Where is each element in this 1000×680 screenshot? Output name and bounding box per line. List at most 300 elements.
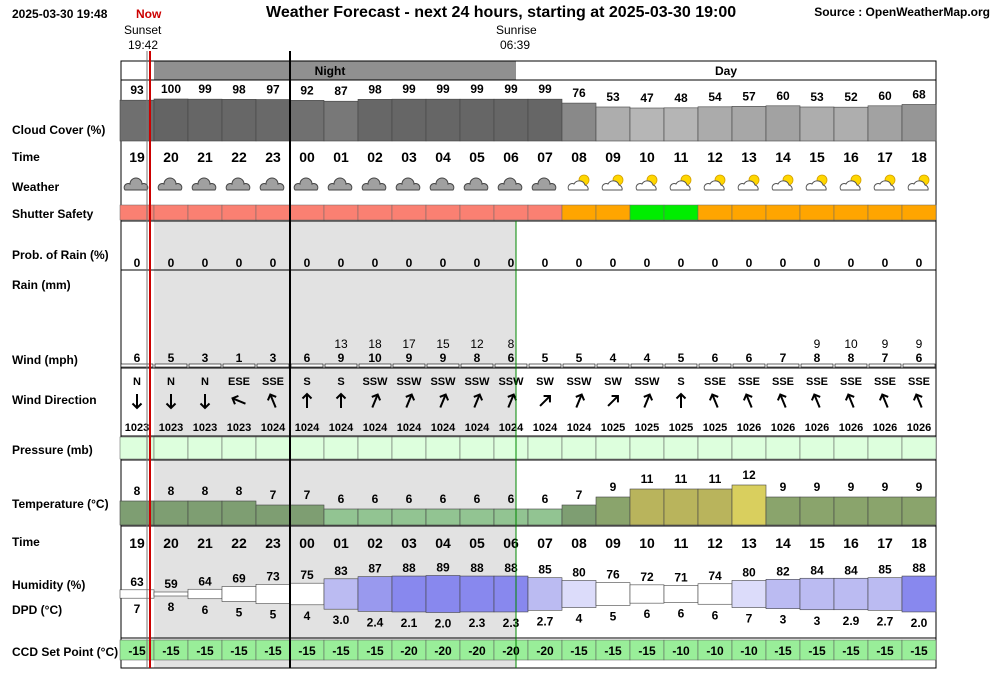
- hour-label: 22: [231, 535, 247, 551]
- humidity-bar: [732, 580, 766, 607]
- wind-speed-value: 9: [337, 351, 345, 365]
- cloud-cover-value: 60: [776, 88, 790, 103]
- dpd-value: 7: [133, 602, 141, 617]
- shutter-safety-cell: [528, 205, 562, 220]
- shutter-safety-cell: [698, 205, 732, 220]
- cloud-cover-bar: [358, 99, 392, 141]
- temperature-value: 6: [405, 492, 413, 506]
- humidity-bar: [120, 590, 154, 598]
- temperature-bar: [120, 501, 154, 525]
- wind-direction-value: S: [677, 376, 685, 388]
- cloud-cover-bar: [392, 99, 426, 141]
- rain-probability-value: 0: [405, 256, 413, 270]
- cloud-icon: [192, 178, 216, 190]
- rain-probability-value: 0: [711, 256, 719, 270]
- pressure-cell: [664, 437, 698, 459]
- rain-probability-value: 0: [507, 256, 515, 270]
- pressure-value: 1025: [600, 422, 626, 434]
- ccd-set-point-value: -15: [842, 644, 860, 658]
- dpd-value: 2.9: [842, 613, 860, 628]
- pressure-value: 1024: [464, 422, 490, 434]
- shutter-safety-cell: [630, 205, 664, 220]
- cloud-cover-value: 60: [878, 88, 892, 103]
- wind-direction-arrow: [912, 393, 926, 409]
- cloud-cover-bar: [766, 106, 800, 141]
- ccd-set-point-value: -15: [332, 644, 350, 658]
- rain-probability-value: 0: [609, 256, 617, 270]
- humidity-bar: [222, 587, 256, 602]
- hour-label: 03: [401, 149, 417, 165]
- pressure-cell: [834, 437, 868, 459]
- shutter-safety-cell: [188, 205, 222, 220]
- cloud-icon: [260, 178, 284, 190]
- cloud-icon: [430, 178, 454, 190]
- wind-label: Wind (mph): [12, 353, 78, 367]
- shutter-safety-cell: [358, 205, 392, 220]
- pressure-cell: [460, 437, 494, 459]
- cloud-cover-bar: [154, 99, 188, 141]
- hour-label: 16: [843, 535, 859, 551]
- wind-speed-value: 3: [269, 351, 277, 365]
- cloud-cover-value: 99: [538, 82, 552, 97]
- temperature-value: 9: [779, 480, 787, 494]
- hour-label: 02: [367, 535, 383, 551]
- wind-direction-arrow: [133, 394, 142, 408]
- pressure-value: 1023: [192, 422, 218, 434]
- cloud-cover-bar: [630, 108, 664, 141]
- cloud-icon: [396, 178, 420, 190]
- temperature-bar: [222, 501, 256, 525]
- rain-probability-value: 0: [847, 256, 855, 270]
- temperature-bar: [800, 497, 834, 525]
- rain-probability-value: 0: [167, 256, 175, 270]
- pressure-cell: [902, 437, 936, 459]
- hour-label: 15: [809, 535, 825, 551]
- wind-direction-arrow: [878, 393, 892, 409]
- wind-direction-arrow: [844, 393, 858, 409]
- shutter-safety-cell: [902, 205, 936, 220]
- wind-gust-value: 13: [334, 337, 348, 351]
- rain-probability-value: 0: [643, 256, 651, 270]
- rain-probability-value: 0: [235, 256, 243, 270]
- ccd-set-point-value: -15: [910, 644, 928, 658]
- wind-gust-value: 15: [436, 337, 450, 351]
- shutter-safety-cell: [868, 205, 902, 220]
- rain-probability-value: 0: [575, 256, 583, 270]
- hour-label: 11: [673, 535, 689, 551]
- temperature-value: 6: [473, 492, 481, 506]
- dpd-value: 6: [201, 602, 209, 617]
- wind-direction-value: SSE: [873, 376, 897, 388]
- humidity-value: 83: [334, 563, 348, 578]
- temperature-value: 8: [133, 484, 141, 498]
- hour-label: 23: [265, 535, 281, 551]
- cloud-cover-value: 76: [572, 86, 586, 101]
- rain-probability-value: 0: [337, 256, 345, 270]
- pressure-value: 1024: [498, 422, 524, 434]
- hour-label: 19: [129, 535, 145, 551]
- dpd-value: 2.4: [366, 615, 384, 630]
- pressure-value: 1025: [668, 422, 694, 434]
- wind-speed-value: 9: [439, 351, 447, 365]
- dpd-value: 3: [779, 612, 787, 627]
- pressure-value: 1025: [634, 422, 660, 434]
- dpd-value: 4: [303, 608, 311, 623]
- pressure-value: 1025: [702, 422, 728, 434]
- hour-label: 16: [843, 149, 859, 165]
- rain-probability-value: 0: [881, 256, 889, 270]
- dpd-value: 5: [269, 607, 277, 622]
- rain-probability-value: 0: [745, 256, 753, 270]
- cloud-cover-value: 54: [708, 89, 722, 104]
- pressure-value: 1024: [532, 422, 558, 434]
- rain-probability-value: 0: [201, 256, 209, 270]
- shutter-safety-cell: [222, 205, 256, 220]
- rain-probability-value: 0: [133, 256, 141, 270]
- wind-direction-value: SSE: [261, 376, 285, 388]
- temperature-bar: [358, 509, 392, 525]
- temperature-value: 8: [201, 484, 209, 498]
- cloud-cover-value: 92: [300, 83, 314, 98]
- hour-label: 13: [741, 149, 757, 165]
- hour-label: 00: [299, 535, 315, 551]
- dpd-value: 5: [609, 609, 617, 624]
- ccd-set-point-value: -15: [604, 644, 622, 658]
- hour-label: 05: [469, 149, 485, 165]
- humidity-value: 64: [198, 574, 212, 589]
- shutter-safety-cell: [426, 205, 460, 220]
- cloud-icon: [158, 178, 182, 190]
- wind-direction-value: SSW: [498, 376, 524, 388]
- hour-label: 13: [741, 535, 757, 551]
- shutter-safety-cell: [766, 205, 800, 220]
- dpd-value: 3.0: [332, 613, 350, 628]
- pressure-value: 1026: [906, 422, 932, 434]
- hour-label: 07: [537, 535, 553, 551]
- current-datetime: 2025-03-30 19:48: [12, 7, 108, 21]
- humidity-bar: [800, 578, 834, 610]
- humidity-value: 87: [368, 561, 382, 576]
- shutter-safety-label: Shutter Safety: [12, 207, 94, 221]
- ccd-set-point-value: -15: [808, 644, 826, 658]
- humidity-value: 82: [776, 564, 790, 579]
- hour-label: 06: [503, 535, 519, 551]
- wind-speed-value: 7: [881, 351, 889, 365]
- humidity-bar: [528, 578, 562, 611]
- pressure-value: 1026: [838, 422, 864, 434]
- dpd-value: 5: [235, 605, 243, 620]
- ccd-set-point-value: -20: [468, 644, 486, 658]
- sunset-time: 19:42: [128, 38, 159, 52]
- wind-speed-value: 7: [779, 351, 787, 365]
- humidity-value: 59: [164, 577, 178, 591]
- hour-label: 20: [163, 149, 179, 165]
- humidity-bar: [290, 583, 324, 605]
- rain-probability-value: 0: [813, 256, 821, 270]
- pressure-cell: [800, 437, 834, 459]
- hour-label: 21: [197, 535, 213, 551]
- temperature-value: 11: [674, 472, 688, 486]
- wind-speed-value: 5: [541, 351, 549, 365]
- humidity-bar: [358, 577, 392, 612]
- temperature-bar: [460, 509, 494, 525]
- wind-direction-value: SSW: [430, 376, 456, 388]
- cloud-cover-value: 98: [232, 82, 246, 97]
- hour-label: 08: [571, 149, 587, 165]
- humidity-value: 63: [130, 574, 144, 589]
- humidity-bar: [698, 584, 732, 605]
- pressure-cell: [392, 437, 426, 459]
- temperature-value: 12: [742, 468, 756, 482]
- humidity-value: 75: [300, 568, 314, 583]
- ccd-set-point-value: -15: [638, 644, 656, 658]
- hour-label: 07: [537, 149, 553, 165]
- wind-direction-arrow: [677, 394, 686, 408]
- shutter-safety-cell: [154, 205, 188, 220]
- cloud-cover-bar: [664, 108, 698, 141]
- temperature-value: 8: [235, 484, 243, 498]
- temperature-bar: [562, 505, 596, 525]
- temperature-bar: [766, 497, 800, 525]
- pressure-cell: [528, 437, 562, 459]
- hour-label: 17: [877, 535, 893, 551]
- wind-direction-value: N: [201, 376, 209, 388]
- hour-label: 00: [299, 149, 315, 165]
- humidity-value: 85: [878, 562, 892, 577]
- humidity-bar: [834, 578, 868, 610]
- rain-probability-value: 0: [371, 256, 379, 270]
- hour-label: 10: [639, 149, 655, 165]
- humidity-bar: [766, 579, 800, 608]
- dpd-value: 7: [745, 611, 753, 626]
- ccd-set-point-value: -15: [230, 644, 248, 658]
- wind-direction-value: SSE: [703, 376, 727, 388]
- hour-label: 15: [809, 149, 825, 165]
- wind-direction-value: SSW: [362, 376, 388, 388]
- wind-direction-value: SSE: [771, 376, 795, 388]
- humidity-value: 84: [810, 563, 824, 578]
- wind-direction-arrow: [708, 393, 722, 409]
- wind-speed-value: 4: [643, 351, 651, 365]
- page-title: Weather Forecast - next 24 hours, starting at 2025-03-30 19:00: [266, 4, 737, 21]
- dpd-value: 2.0: [910, 615, 928, 630]
- cloud-cover-value: 68: [912, 87, 926, 102]
- wind-direction-value: N: [167, 376, 175, 388]
- pressure-cell: [562, 437, 596, 459]
- wind-direction-value: SW: [536, 376, 554, 388]
- pressure-cell: [868, 437, 902, 459]
- cloud-cover-bar: [120, 100, 154, 141]
- wind-gust-value: 12: [470, 337, 484, 351]
- rain-label: Rain (mm): [12, 278, 71, 292]
- wind-direction-label: Wind Direction: [12, 393, 97, 407]
- cloud-cover-bar: [698, 107, 732, 141]
- pressure-value: 1023: [158, 422, 184, 434]
- wind-direction-arrow: [742, 393, 756, 409]
- wind-speed-value: 6: [133, 351, 141, 365]
- temperature-value: 6: [541, 492, 549, 506]
- wind-direction-value: SSE: [839, 376, 863, 388]
- dpd-label: DPD (°C): [12, 603, 63, 617]
- dpd-value: 2.3: [468, 615, 486, 630]
- pressure-value: 1023: [124, 422, 150, 434]
- dpd-value: 2.1: [400, 615, 418, 630]
- temperature-value: 9: [881, 480, 889, 494]
- wind-speed-value: 5: [167, 351, 175, 365]
- hour-label: 05: [469, 535, 485, 551]
- wind-direction-value: SSE: [805, 376, 829, 388]
- rain-probability-value: 0: [541, 256, 549, 270]
- temperature-value: 11: [708, 472, 722, 486]
- temperature-bar: [902, 497, 936, 525]
- ccd-set-point-value: -15: [876, 644, 894, 658]
- temperature-bar: [732, 485, 766, 525]
- wind-speed-value: 6: [915, 351, 923, 365]
- hour-label: 19: [129, 149, 145, 165]
- cloud-cover-bar: [188, 99, 222, 141]
- humidity-bar: [868, 578, 902, 611]
- humidity-bar: [324, 579, 358, 609]
- sunset-label: Sunset: [124, 23, 162, 37]
- wind-direction-arrow: [640, 393, 654, 409]
- cloud-cover-bar: [426, 99, 460, 141]
- pressure-cell: [188, 437, 222, 459]
- hour-label: 11: [673, 149, 689, 165]
- temperature-bar: [528, 509, 562, 525]
- wind-direction-value: N: [133, 376, 141, 388]
- pressure-cell: [698, 437, 732, 459]
- humidity-bar: [902, 576, 936, 612]
- shutter-safety-cell: [800, 205, 834, 220]
- temperature-bar: [630, 489, 664, 525]
- time-label: Time: [12, 150, 40, 164]
- cloud-cover-bar: [324, 101, 358, 141]
- pressure-value: 1024: [294, 422, 320, 434]
- wind-direction-arrow: [810, 393, 824, 409]
- wind-direction-value: SSW: [464, 376, 490, 388]
- pressure-value: 1026: [872, 422, 898, 434]
- humidity-value: 88: [402, 561, 416, 576]
- pressure-value: 1026: [736, 422, 762, 434]
- cloud-cover-value: 52: [844, 90, 858, 105]
- dpd-value: 4: [575, 611, 583, 626]
- wind-direction-arrow: [537, 393, 553, 409]
- pressure-label: Pressure (mb): [12, 443, 93, 457]
- pressure-cell: [766, 437, 800, 459]
- wind-speed-value: 6: [711, 351, 719, 365]
- pressure-cell: [426, 437, 460, 459]
- dpd-value: 6: [677, 606, 685, 621]
- dpd-value: 6: [643, 607, 651, 622]
- temperature-bar: [698, 489, 732, 525]
- pressure-cell: [120, 437, 154, 459]
- temperature-bar: [256, 505, 290, 525]
- temperature-bar: [664, 489, 698, 525]
- ccd-set-point-value: -15: [264, 644, 282, 658]
- cloud-icon: [362, 178, 386, 190]
- night-band-label: Night: [314, 64, 346, 78]
- cloud-cover-bar: [256, 100, 290, 141]
- temperature-value: 11: [640, 472, 654, 486]
- ccd-set-point-value: -15: [128, 644, 146, 658]
- ccd-set-point-label: CCD Set Point (°C): [12, 645, 119, 659]
- hour-label: 17: [877, 149, 893, 165]
- rain-probability-value: 0: [473, 256, 481, 270]
- shutter-safety-cell: [664, 205, 698, 220]
- hour-label: 01: [333, 535, 349, 551]
- pressure-value: 1023: [226, 422, 252, 434]
- cloud-cover-bar: [800, 107, 834, 141]
- humidity-bar: [188, 589, 222, 599]
- cloud-cover-bar: [528, 99, 562, 141]
- ccd-set-point-value: -15: [298, 644, 316, 658]
- cloud-icon: [294, 178, 318, 190]
- wind-gust-value: 10: [844, 337, 858, 351]
- temperature-value: 7: [575, 488, 583, 502]
- cloud-icon: [464, 178, 488, 190]
- ccd-set-point-value: -10: [672, 644, 690, 658]
- ccd-set-point-value: -20: [536, 644, 554, 658]
- cloud-cover-value: 98: [368, 82, 382, 97]
- temperature-bar: [188, 501, 222, 525]
- wind-gust-value: 9: [915, 337, 923, 351]
- pressure-cell: [732, 437, 766, 459]
- rain-probability-value: 0: [269, 256, 277, 270]
- day-band-label: Day: [714, 64, 738, 78]
- humidity-value: 88: [504, 561, 518, 576]
- hour-label: 10: [639, 535, 655, 551]
- hour-label: 14: [775, 149, 791, 165]
- temperature-value: 9: [813, 480, 821, 494]
- pressure-cell: [630, 437, 664, 459]
- humidity-bar: [426, 576, 460, 613]
- ccd-set-point-value: -15: [366, 644, 384, 658]
- wind-direction-value: ESE: [227, 376, 251, 388]
- pressure-value: 1026: [804, 422, 830, 434]
- temperature-bar: [324, 509, 358, 525]
- pressure-value: 1026: [770, 422, 796, 434]
- time-label-2: Time: [12, 535, 40, 549]
- pressure-value: 1024: [396, 422, 422, 434]
- hour-label: 23: [265, 149, 281, 165]
- humidity-bar: [256, 584, 290, 603]
- dpd-value: 2.3: [502, 615, 520, 630]
- temperature-bar: [596, 497, 630, 525]
- cloud-cover-value: 47: [640, 91, 654, 106]
- humidity-value: 76: [606, 567, 620, 582]
- humidity-value: 74: [708, 568, 722, 583]
- wind-speed-value: 6: [303, 351, 311, 365]
- pressure-cell: [222, 437, 256, 459]
- humidity-value: 89: [436, 560, 450, 575]
- cloud-icon: [226, 178, 250, 190]
- cloud-cover-value: 87: [334, 84, 348, 99]
- dpd-value: 3: [813, 613, 821, 628]
- cloud-icon: [498, 178, 522, 190]
- wind-speed-value: 4: [609, 351, 617, 365]
- now-label: Now: [136, 7, 162, 21]
- ccd-set-point-value: -10: [740, 644, 758, 658]
- wind-speed-value: 8: [847, 351, 855, 365]
- source-label: Source : OpenWeatherMap.org: [814, 5, 990, 19]
- wind-gust-value: 9: [813, 337, 821, 351]
- shutter-safety-cell: [392, 205, 426, 220]
- pressure-cell: [358, 437, 392, 459]
- pressure-value: 1024: [566, 422, 592, 434]
- hour-label: 02: [367, 149, 383, 165]
- cloud-cover-value: 48: [674, 90, 688, 105]
- hour-label: 04: [435, 535, 451, 551]
